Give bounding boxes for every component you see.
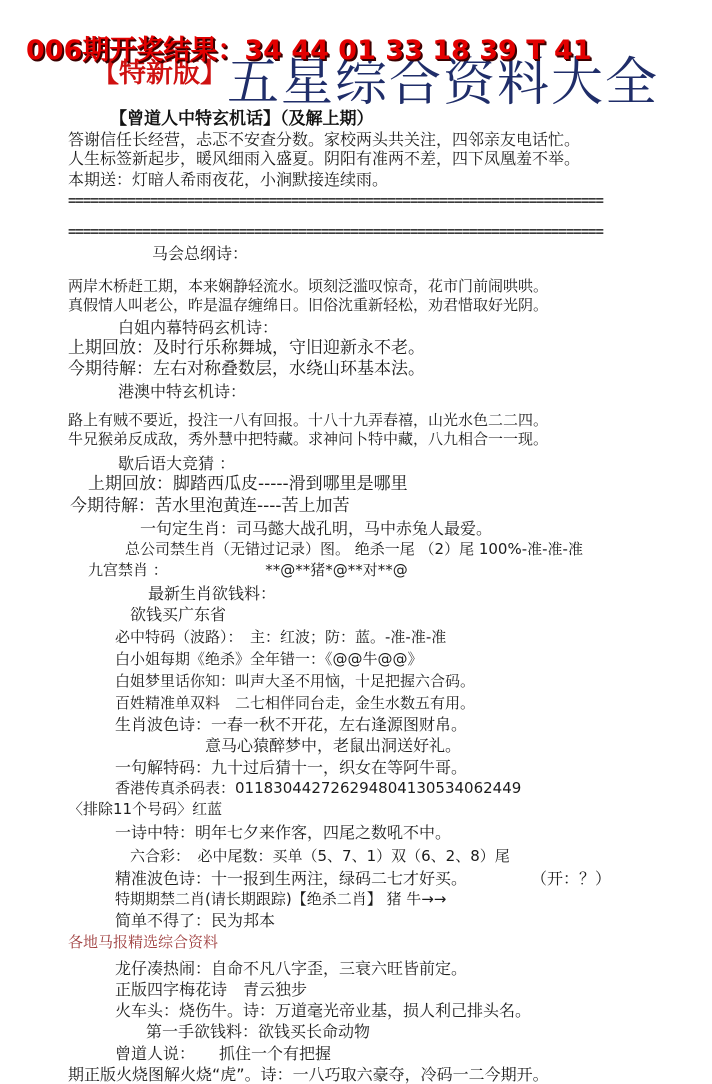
page-subtitle: 【曾道人中特玄机话】（及解上期）	[110, 109, 374, 129]
text-line: 九宫禁肖 ： **@**猪*@**对**@	[88, 561, 408, 579]
text-line: 曾道人说： 抓住一个有把握	[115, 1044, 332, 1063]
text-line: 白小姐每期《绝杀》全年错一：《@@牛@@》	[115, 650, 423, 668]
text-line: 路上有贼不要近，投注一八有回报。十八十九弄春禧，山光水色二二四。	[68, 411, 549, 429]
text-line: 上期回放：脚踏西瓜皮-----滑到哪里是哪里	[88, 474, 408, 494]
text-line: 歇后语大竞猜 ：	[118, 454, 236, 473]
text-line: 意马心猿醉梦中，老鼠出洞送好礼。	[205, 736, 462, 755]
text-line: 第一手欲钱料：欲钱买长命动物	[146, 1022, 371, 1041]
text-line: 港澳中特玄机诗：	[118, 382, 247, 401]
text-line: 最新生肖欲钱料：	[148, 584, 277, 603]
text-line: 今期待解：苦水里泡黄连----苦上加苦	[70, 496, 350, 516]
draw-result-banner: 006期开奖结果：34 44 01 33 18 39 T 41	[26, 35, 592, 66]
edition-tag: 【特新版】	[92, 58, 227, 89]
text-line: 本期送：灯暗人希雨夜花，小涧默接连续雨。	[68, 170, 389, 189]
text-line: 火车头：烧伤牛。诗：万道毫光帝业基，损人利己排头名。	[115, 1001, 532, 1020]
text-line: 白姐内幕特码玄机诗：	[118, 318, 279, 337]
text-line: 精准波色诗：十一报到生两注，绿码二七才好买。 （开：？）	[115, 869, 612, 888]
text-line: 百姓精准单双料 二七相伴同台走，金生水数五有用。	[115, 694, 476, 712]
text-line: 六合彩： 必中尾数：买单（5、7、1）双（6、2、8）尾	[130, 847, 510, 865]
text-line: 白姐梦里话你知：叫声大圣不用恼，十足把握六合码。	[115, 672, 476, 690]
text-line: 特期期禁二肖(请长期跟踪)【绝杀二肖】 猪 牛→→	[115, 890, 447, 908]
text-line: 必中特码（波路）： 主：红波；防：蓝。-准-准-准	[115, 628, 447, 646]
text-line: 人生标签新起步，暖风细雨入盛夏。阴阳有准两不差，四下凤凰羞不举。	[68, 149, 581, 168]
text-line: 马会总纲诗：	[152, 244, 249, 263]
text-line: 一句定生肖：司马懿大战孔明，马中赤兔人最爱。	[140, 519, 493, 538]
text-line: 龙仔凑热闹：自命不凡八字歪，三衰六旺皆前定。	[115, 959, 468, 978]
text-line: 今期待解：左右对称叠数层，水绕山环基本法。	[68, 359, 425, 379]
text-line: 两岸木桥赶工期，本来娴静轻流水。顷刻泛滥叹惊奇，花市门前闹哄哄。	[68, 277, 549, 295]
text-line: 一诗中特：明年七夕来作客，四尾之数吼不中。	[115, 823, 452, 842]
content-lines	[0, 130, 712, 1084]
text-line: 答谢信任长经营，忐忑不安查分数。家校两头共关注，四邻亲友电话忙。	[68, 130, 581, 149]
text-line: 〈排除11个号码〉红蓝	[68, 800, 223, 818]
page-header	[0, 0, 712, 130]
text-line: 总公司禁生肖（无错过记录）图。 绝杀一尾 （2）尾 100%-准-准-准	[125, 540, 583, 558]
text-line: 上期回放：及时行乐称舞城，守旧迎新永不老。	[68, 338, 425, 358]
text-line: 一句解特码：九十过后猜十一，织女在等阿牛哥。	[115, 758, 468, 777]
separator-line: ========================================================================	[68, 224, 603, 240]
text-line: 正版四字梅花诗 青云独步	[115, 980, 308, 999]
text-line: 牛兄猴弟反成敌，秀外慧中把特藏。求神问卜特中藏，八九相合一一现。	[68, 430, 549, 448]
text-line: 简单不得了：民为邦本	[115, 911, 276, 930]
text-line: 欲钱买广东省	[130, 605, 227, 624]
text-line: 生肖波色诗：一春一秋不开花，左右逢源图财帛。	[115, 715, 468, 734]
text-line: 各地马报精选综合资料	[68, 933, 219, 951]
text-line: 真假情人叫老公，昨是温存缠绵日。旧俗沈重新轻松，劝君惜取好光阴。	[68, 296, 549, 314]
text-line: 香港传真杀码表：011830442726294804130534062449	[115, 779, 522, 797]
separator-line: ========================================================================	[68, 193, 603, 209]
text-line: 期正版火烧图解火烧“虎”。诗：一八巧取六豪夺，冷码一二今期开。	[68, 1065, 549, 1084]
page-title: 五星综合资料大全	[227, 53, 660, 113]
